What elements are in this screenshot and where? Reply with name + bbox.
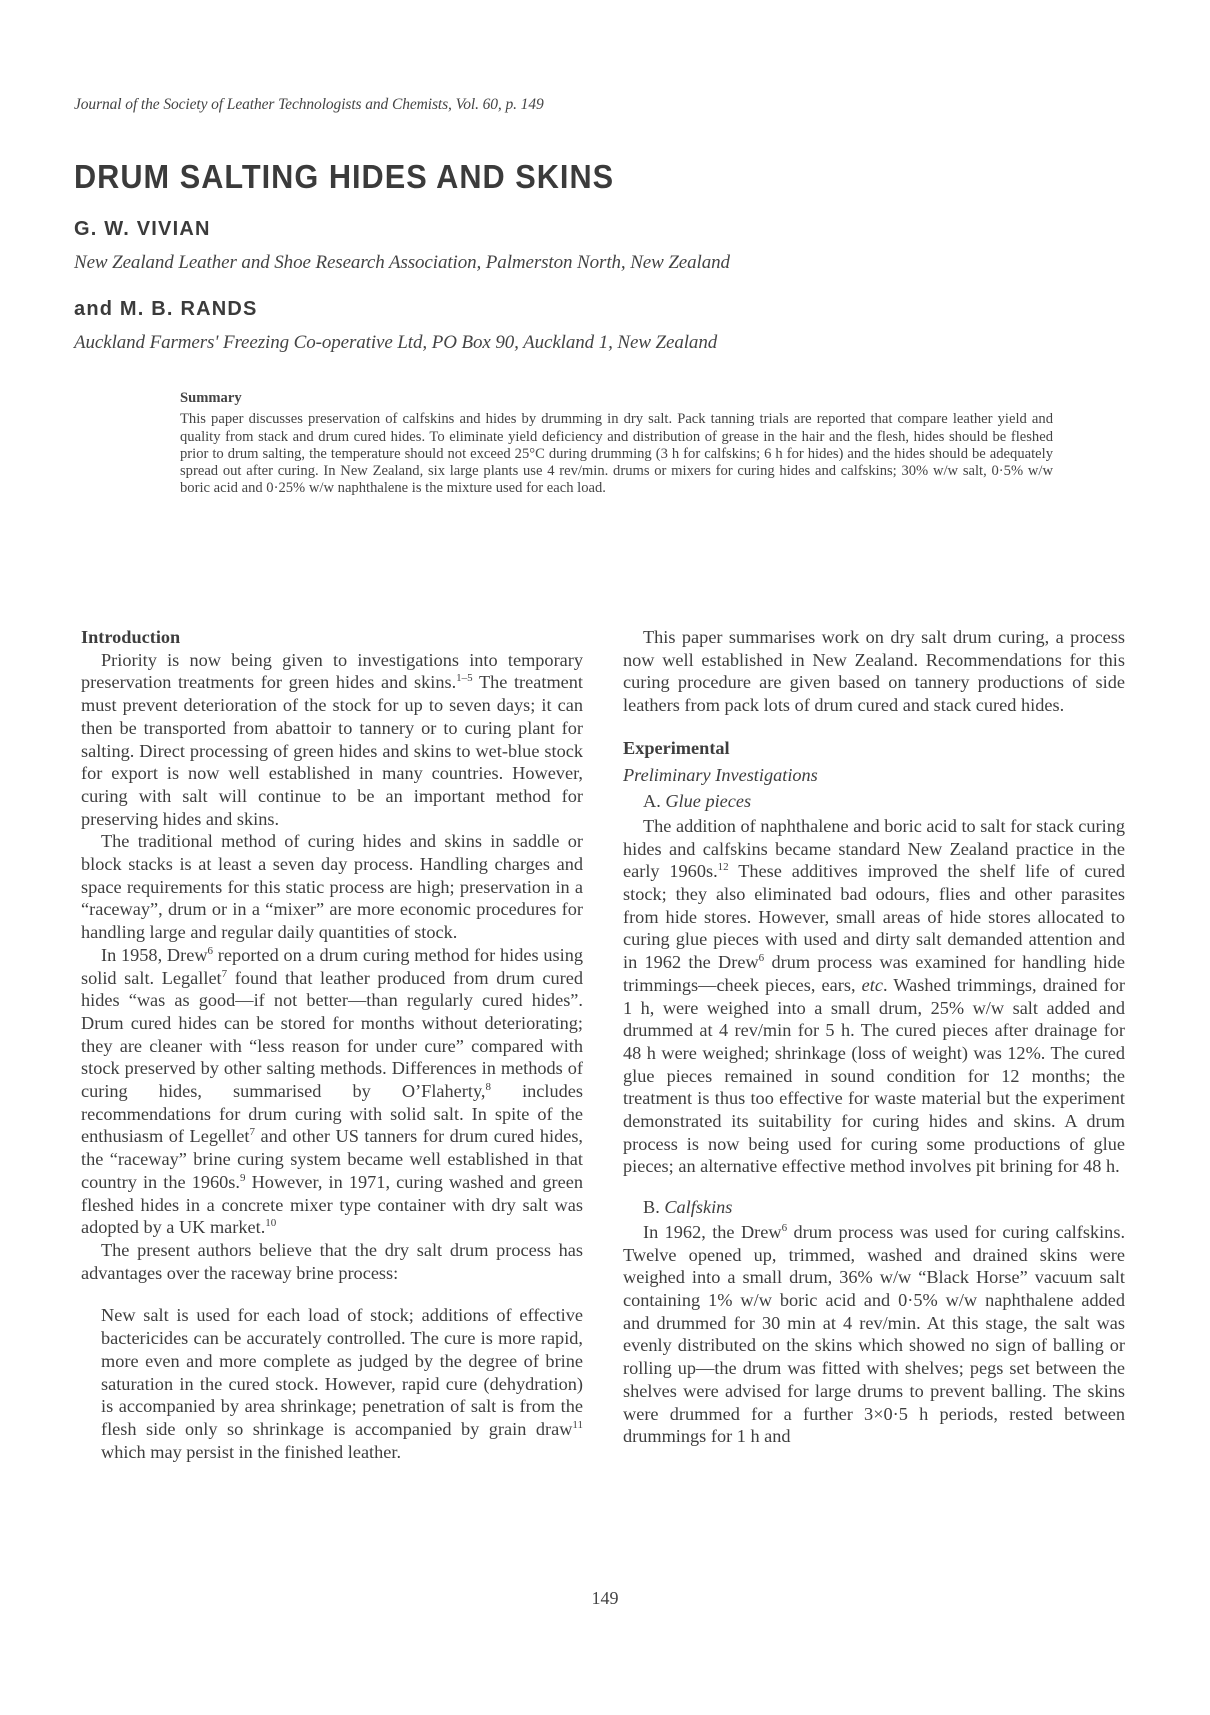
intro-paragraph-4: The present authors believe that the dry salt drum process has advantages over the raceway brine process: [81, 1239, 583, 1283]
author-1-affiliation: New Zealand Leather and Shoe Research Association, Palmerston North, New Zealand [74, 252, 730, 273]
article-title: DRUM SALTING HIDES AND SKINS [74, 158, 615, 195]
citation: 6 [207, 944, 214, 957]
citation: 8 [485, 1080, 491, 1093]
citation: 11 [572, 1418, 583, 1431]
page-number: 149 [591, 1588, 619, 1608]
intro-paragraph-2: The traditional method of curing hides and skins in saddle or block stacks is at least a seven day process. Handling charges and space requirements for this static process are high; preservation in a “raceway”, drum or in a “mixer” are more economic procedures for handling large and regular daily quantities of stock. [81, 831, 583, 943]
citation: 9 [239, 1171, 246, 1184]
citation: 10 [265, 1217, 277, 1230]
left-column [81, 626, 583, 1463]
subsection-a-heading: A. Glue pieces [643, 791, 752, 812]
author-2: and M. B. RANDS [74, 298, 258, 320]
citation: 7 [221, 967, 228, 980]
author-2-affiliation: Auckland Farmers' Freezing Co-operative Ltd, PO Box 90, Auckland 1, New Zealand [74, 332, 718, 353]
citation: 1–5 [456, 672, 473, 685]
citation: 7 [249, 1126, 255, 1139]
summary-heading: Summary [180, 390, 242, 406]
right-paragraph-1: This paper summarises work on dry salt drum curing, a process now well established in New Zealand. Recommendations for this curing procedure are given based on tannery productions of side leathers from pack lots of drum cured and stack cured hides. [623, 627, 1125, 716]
advantages-block: New salt is used for each load of stock; additions of effective bactericides can be accurately controlled. The cure is more rapid, more even and more complete as judged by the degree of brine saturation in the cured stock. However, rapid cure (dehydration) is accompanied by area shrinkage; penetration of salt is from the flesh side only so shrinkage is accompanied by grain draw$^{11}$ which may persist in the finished leather. [101, 1305, 583, 1462]
glue-pieces-paragraph: The addition of naphthalene and boric acid to salt for stack curing hides and calfskins became standard New Zealand practice in the early 1960s.$^{12}$ These additives improved the shelf life of cured stock; they also eliminated bad odours, flies and other parasites from hide stores. However, small areas of hide stores allocated to curing glue pieces with used and dirty salt demanded attention and in 1962 the Drew$^6$ drum process was examined for handling hide trimmings—cheek pieces, ears, etc. Washed trimmings, drained for 1 h, were weighed into a small drum, 25% w/w salt added and drummed at 4 rev/min for 5 h. The cured pieces after drainage for 48 h were weighed; shrinkage (loss of weight) was 12%. The cured glue pieces remained in sound condition for 12 months; the treatment is thus too effective for waste material but the experiment demonstrated its suitability for curing hides and skins. A drum process is now being used for curing some productions of glue pieces; an alternative effective method involves pit brining for 48 h. [623, 815, 1125, 1177]
running-head: Journal of the Society of Leather Technologists and Chemists, Vol. 60, p. 149 [74, 96, 544, 113]
introduction-heading: Introduction [81, 627, 181, 647]
citation: 12 [717, 861, 729, 874]
author-1: G. W. VIVIAN [74, 218, 211, 240]
summary-text: This paper discusses preservation of calfskins and hides by drumming in dry salt. Pack tanning trials are reported that compare leather yield and quality from stack and drum cured hides. To eliminate yield deficiency and distribution of grease in the hair and the flesh, hides should be fleshed prior to drum salting, the temperature should not exceed 25°C during drumming (3 h for calfskins; 6 h for hides) and the hides should be adequately spread out after curing. In New Zealand, six large plants use 4 rev/min. drums or mixers for curing hides and calfskins; 30% w/w salt, 0·5% w/w boric acid and 0·25% w/w naphthalene is the mixture used for each load. [180, 411, 1053, 497]
preliminary-investigations-heading: Preliminary Investigations [623, 764, 818, 785]
intro-paragraph-3: In 1958, Drew$^6$ reported on a drum curing method for hides using solid salt. Legallet$^7$ found that leather produced from drum cured hides “was as good—if not better—than regularly cured hides”. Drum cured hides can be stored for months without deteriorating; they are cleaner with “less reason for under cure” compared with stock preserved by other salting methods. Differences in methods of curing hides, summarised by O’Flaherty,$^8$ includes recommendations for drum curing with solid salt. In spite of the enthusiasm of Legellet$^7$ and other US tanners for drum cured hides, the “raceway” brine curing system became well established in that country in the 1960s.$^9$ However, in 1971, curing washed and green fleshed hides in a concrete mixer type container with dry salt was adopted by a UK market.$^{10}$ [81, 944, 584, 1238]
calfskins-paragraph: In 1962, the Drew$^6$ drum process was used for curing calfskins. Twelve opened up, trimmed, washed and drained skins were weighed into a small drum, 36% w/w “Black Horse” vacuum salt containing 1% w/w boric acid and 0·5% w/w naphthalene added and drummed for 30 min at 4 rev/min. At this stage, the salt was evenly distributed on the skins which showed no sign of balling or rolling up—the drum was fitted with shelves; pegs set between the shelves were advised for large drums to prevent balling. The skins were drummed for a further 3×0·5 h periods, rested between drummings for 1 h and [623, 1221, 1126, 1447]
citation: 6 [781, 1221, 788, 1234]
subsection-b-heading: B. Calfskins [643, 1197, 733, 1218]
citation: 6 [758, 952, 765, 965]
experimental-heading: Experimental [623, 737, 730, 758]
intro-paragraph-1: Priority is now being given to investigations into temporary preservation treatments for green hides and skins.$^{1-5}$ The treatment must prevent deterioration of the stock for up to seven days; it can then be transported from abattoir to tannery or to curing plant for salting. Direct processing of green hides and skins to wet-blue stock for export is now well established in many countries. However, curing with salt will continue to be an important method for preserving hides and skins. [81, 649, 583, 829]
right-column [623, 626, 1125, 1448]
summary-section [180, 390, 1053, 498]
